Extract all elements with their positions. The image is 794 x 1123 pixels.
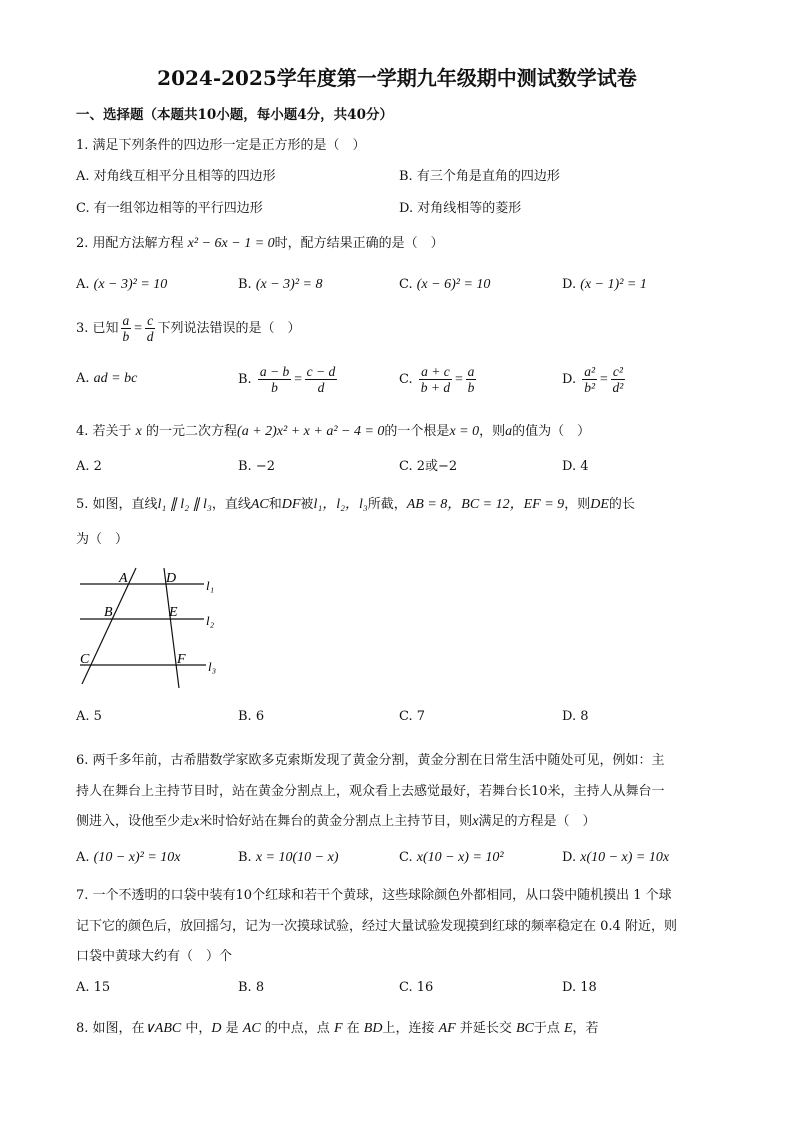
stem-text: 的一元二次方程	[141, 424, 238, 439]
label-f: F	[177, 652, 186, 667]
option-math: x(10 − x) = 10²	[416, 850, 504, 865]
stem-math: D	[211, 1021, 222, 1036]
stem-text: 米时恰好站在舞台的黄金分割点上主持节目，则	[199, 814, 473, 829]
question-8-stem	[76, 1020, 599, 1038]
question-1-option-b: B. 有三个角是直角的四边形	[399, 169, 560, 184]
label-e: E	[169, 605, 178, 620]
denominator: b	[271, 380, 278, 395]
option-label: A.	[76, 850, 90, 865]
question-2-option-a	[76, 276, 167, 294]
option-label: C.	[399, 277, 413, 292]
option-math: x = 10(10 − x)	[255, 850, 339, 865]
question-5-option-d: D. 8	[562, 709, 589, 724]
option-label: B.	[238, 850, 252, 865]
equals-sign: =	[599, 372, 609, 387]
stem-math: AB = 8，BC = 12，EF = 9	[406, 497, 565, 512]
question-2-option-d	[562, 276, 647, 294]
fraction	[582, 364, 597, 395]
question-2-stem-suffix: 时，配方结果正确的是（ ）	[274, 236, 444, 251]
option-math: ad = bc	[93, 371, 138, 386]
stem-math: l₁，l₂，l₃	[313, 497, 368, 512]
question-1-option-c: C. 有一组邻边相等的平行四边形	[76, 201, 263, 216]
stem-text: 侧进入，设他至少走	[76, 814, 194, 829]
numerator: a	[122, 313, 130, 328]
section-heading: 一、选择题（本题共10小题，每小题4分，共40分）	[76, 107, 393, 123]
stem-math: a	[505, 424, 513, 439]
label-c: C	[80, 652, 90, 667]
stem-text: 4. 若关于	[76, 424, 136, 439]
label-l1: l₁	[206, 578, 215, 593]
question-4-option-a: A. 2	[76, 459, 102, 474]
question-1-option-a: A. 对角线互相平分且相等的四边形	[76, 169, 276, 184]
equals-sign: =	[293, 372, 303, 387]
option-label: B.	[238, 372, 252, 387]
label-l2: l₂	[206, 613, 215, 628]
stem-math: F	[333, 1021, 343, 1036]
stem-math: AC	[250, 497, 269, 512]
stem-text: 5. 如图，直线	[76, 497, 158, 512]
stem-text: 满足的方程是（ ）	[478, 814, 596, 829]
numerator: a²	[584, 364, 596, 379]
fraction	[611, 364, 626, 395]
question-4-option-b: B. −2	[238, 459, 275, 474]
fraction	[305, 364, 338, 395]
stem-text: ，则	[479, 424, 506, 439]
question-5-option-c: C. 7	[399, 709, 426, 724]
question-7-option-a: A. 15	[76, 980, 111, 995]
stem-text: 中，	[181, 1021, 212, 1036]
question-2-stem-prefix: 2. 用配方法解方程	[76, 236, 188, 251]
stem-text: ，则	[564, 497, 591, 512]
option-label: C.	[399, 850, 413, 865]
label-l3: l₃	[208, 659, 217, 674]
question-1-option-d: D. 对角线相等的菱形	[399, 201, 522, 216]
question-2-stem	[76, 235, 444, 253]
denominator: b	[122, 329, 130, 344]
stem-text: ，若	[572, 1021, 599, 1036]
question-3-stem	[76, 311, 301, 347]
question-6-option-c	[399, 849, 504, 867]
question-6-line-3	[76, 813, 595, 831]
stem-math: x = 0	[449, 424, 480, 439]
stem-text: 于点	[533, 1021, 564, 1036]
denominator: b	[467, 380, 475, 395]
stem-text: 和	[268, 497, 282, 512]
fraction	[258, 364, 291, 395]
question-7-line-2: 记下它的颜色后，放回摇匀，记为一次摸球试验，经过大量试验发现摸到红球的频率稳定在 0.4 附近，则	[76, 919, 677, 934]
stem-math: BC	[515, 1021, 534, 1036]
denominator: d²	[612, 380, 624, 395]
numerator: a + c	[421, 364, 450, 379]
option-label: B.	[238, 277, 252, 292]
question-7-option-b: B. 8	[238, 980, 265, 995]
numerator: c − d	[306, 364, 336, 379]
label-d: D	[166, 571, 177, 586]
question-5-stem-line-2: 为（ ）	[76, 532, 129, 547]
question-4-option-d: D. 4	[562, 459, 589, 474]
fraction-c-over-d	[145, 313, 156, 344]
numerator: c	[147, 313, 154, 328]
question-1-stem: 1. 满足下列条件的四边形一定是正方形的是（ ）	[76, 138, 366, 153]
option-label: A.	[76, 371, 90, 386]
transversal-df	[164, 568, 179, 688]
parallel-lines-figure	[72, 562, 232, 694]
stem-text: 并延长交	[455, 1021, 516, 1036]
stem-text: 被	[300, 497, 314, 512]
stem-text: 的长	[608, 497, 635, 512]
question-3-option-a	[76, 370, 137, 388]
denominator: d	[317, 380, 325, 395]
label-a: A	[119, 571, 128, 586]
question-2-option-b	[238, 276, 322, 294]
question-5-option-b: B. 6	[238, 709, 265, 724]
stem-math: AC	[242, 1021, 261, 1036]
denominator: d	[146, 329, 154, 344]
stem-math: DE	[590, 497, 609, 512]
option-label: D.	[562, 850, 577, 865]
stem-math: x	[472, 814, 479, 829]
stem-text: 的中点，点	[260, 1021, 334, 1036]
question-3-option-b	[238, 362, 339, 398]
transversal-ac	[82, 568, 136, 684]
stem-math: x	[193, 814, 200, 829]
option-label: D.	[562, 372, 577, 387]
option-label: C.	[399, 372, 413, 387]
denominator: b + d	[420, 380, 451, 395]
question-2-equation: x² − 6x − 1 = 0	[187, 236, 275, 251]
stem-math: ∨ABC	[144, 1021, 182, 1036]
question-7-option-d: D. 18	[562, 980, 597, 995]
numerator: a − b	[259, 364, 290, 379]
stem-text: 在	[342, 1021, 364, 1036]
option-math: x(10 − x) = 10x	[580, 850, 670, 865]
fraction	[419, 364, 452, 395]
question-7-line-1: 7. 一个不透明的口袋中装有10个红球和若干个黄球，这些球除颜色外都相同，从口袋中随机摸出 1 个球	[76, 888, 672, 903]
numerator: c²	[612, 364, 623, 379]
question-5-stem-line-1	[76, 496, 635, 514]
stem-math: DF	[281, 497, 301, 512]
question-3-stem-prefix: 3. 已知	[76, 321, 119, 336]
question-3-stem-suffix: 下列说法错误的是（ ）	[157, 321, 301, 336]
label-b: B	[104, 605, 113, 620]
question-6-line-1: 6. 两千多年前，古希腊数学家欧多克索斯发现了黄金分割，黄金分割在日常生活中随处可见，例如：主	[76, 753, 665, 768]
option-math: (x − 3)² = 10	[93, 277, 168, 292]
stem-text: 8. 如图，在	[76, 1021, 145, 1036]
option-label: A.	[76, 277, 90, 292]
question-6-line-2: 持人在舞台上主持节目时，站在黄金分割点上，观众看上去感觉最好，若舞台长10米，主持人从舞台一	[76, 784, 665, 799]
stem-math: (a + 2)x² + x + a² − 4 = 0	[237, 424, 385, 439]
stem-math: x	[135, 424, 142, 439]
stem-math: l₁ ∥ l₂ ∥ l₃	[157, 497, 212, 512]
question-6-option-a	[76, 849, 181, 867]
question-3-option-d	[562, 362, 627, 398]
stem-text: 所截，	[367, 497, 407, 512]
exam-title: 2024-2025学年度第一学期九年级期中测试数学试卷	[157, 66, 637, 90]
question-2-option-c	[399, 276, 490, 294]
question-7-option-c: C. 16	[399, 980, 434, 995]
option-math: (x − 6)² = 10	[416, 277, 491, 292]
option-math: (x − 1)² = 1	[580, 277, 647, 292]
question-5-option-a: A. 5	[76, 709, 102, 724]
equals-sign: =	[133, 321, 143, 336]
question-6-option-b	[238, 849, 338, 867]
equals-sign: =	[454, 372, 464, 387]
numerator: a	[467, 364, 475, 379]
fraction	[466, 364, 477, 395]
stem-math: E	[563, 1021, 573, 1036]
question-4-option-c: C. 2或−2	[399, 459, 458, 474]
option-math: (x − 3)² = 8	[255, 277, 323, 292]
stem-text: 上，连接	[382, 1021, 439, 1036]
stem-text: 的值为（ ）	[512, 424, 591, 439]
stem-text: 是	[221, 1021, 243, 1036]
stem-text: ，直线	[211, 497, 251, 512]
question-4-stem	[76, 423, 590, 441]
denominator: b²	[584, 380, 596, 395]
question-7-line-3: 口袋中黄球大约有（ ）个	[76, 949, 233, 964]
question-3-option-c	[399, 362, 478, 398]
option-label: D.	[562, 277, 577, 292]
stem-math: AF	[438, 1021, 456, 1036]
stem-math: BD	[363, 1021, 383, 1036]
option-math: (10 − x)² = 10x	[93, 850, 181, 865]
fraction-a-over-b	[121, 313, 132, 344]
stem-text: 的一个根是	[384, 424, 450, 439]
question-6-option-d	[562, 849, 669, 867]
